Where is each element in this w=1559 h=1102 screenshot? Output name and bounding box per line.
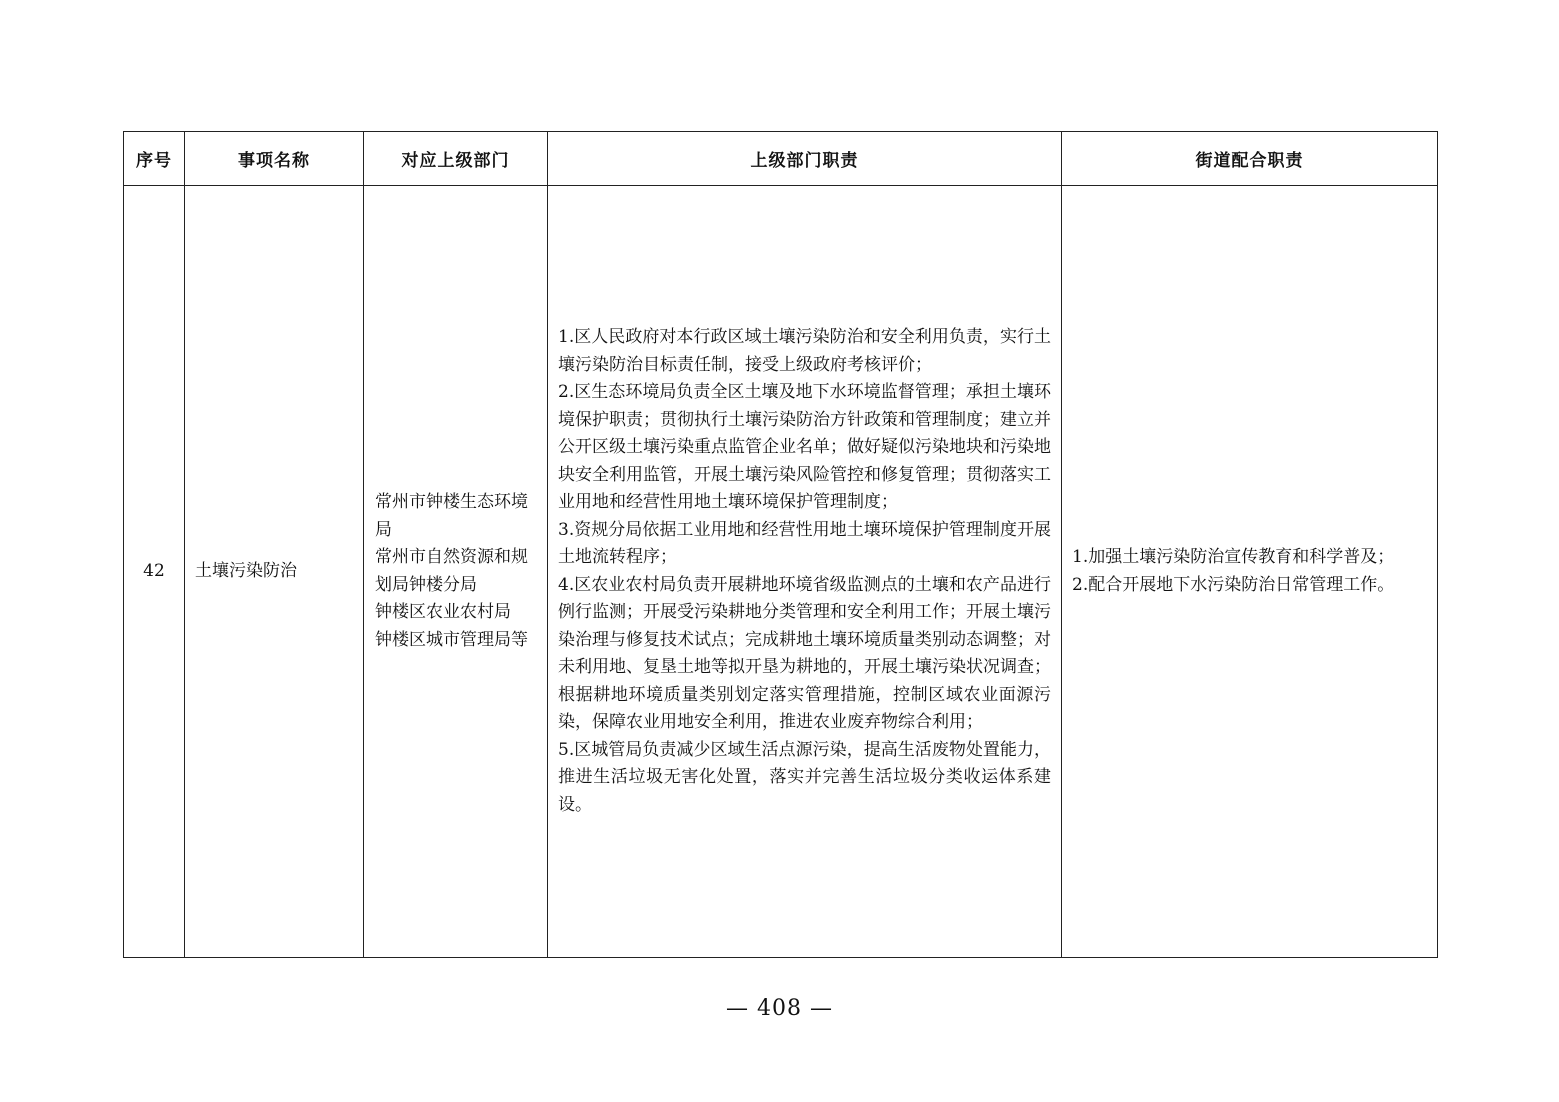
duty-item: 4.区农业农村局负责开展耕地环境省级监测点的土壤和农产品进行例行监测；开展受污染耕地分类管理和安全利用工作；开展土壤污染治理与修复技术试点；完成耕地土壤环境质量类别动态调整；对未利用地、复垦土地等拟开垦为耕地的，开展土壤污染状况调查；根据耕地环境质量类别划定落实管理措施，控制区域农业面源污染，保障农业用地安全利用，推进农业废弃物综合利用；	[558, 574, 1051, 732]
header-serial-number: 序号	[124, 132, 185, 186]
row-serial-number: 42	[124, 186, 185, 958]
duty-item: 3.资规分局依据工业用地和经营性用地土壤环境保护管理制度开展土地流转程序；	[558, 519, 1051, 567]
row-department-cell	[364, 186, 548, 958]
header-superior-duties: 上级部门职责	[548, 132, 1062, 186]
department-line: 钟楼区农业农村局	[375, 602, 511, 622]
table-row	[124, 186, 1438, 958]
table-header-row	[124, 132, 1438, 186]
duty-item: 2.区生态环境局负责全区土壤及地下水环境监督管理；承担土壤环境保护职责；贯彻执行土壤污染防治方针政策和管理制度；建立并公开区级土壤污染重点监管企业名单；做好疑似污染地块和污染地块安全利用监管，开展土壤污染风险管控和修复管理；贯彻落实工业用地和经营性用地土壤环境保护管理制度；	[558, 382, 1051, 512]
department-line: 常州市自然资源和规划局钟楼分局	[375, 547, 528, 595]
duty-item: 5.区城管局负责减少区域生活点源污染，提高生活废物处置能力，推进生活垃圾无害化处置，落实并完善生活垃圾分类收运体系建设。	[558, 739, 1051, 815]
row-street-duties-cell	[1062, 186, 1438, 958]
street-duty-item: 1.加强土壤污染防治宣传教育和科学普及；	[1072, 547, 1395, 567]
department-line: 常州市钟楼生态环境局	[375, 492, 528, 540]
row-item-name: 土壤污染防治	[185, 186, 364, 958]
duty-table	[123, 131, 1438, 958]
street-duty-item: 2.配合开展地下水污染防治日常管理工作。	[1072, 574, 1395, 595]
row-duties-cell	[548, 186, 1062, 958]
header-street-duties: 街道配合职责	[1062, 132, 1438, 186]
header-item-name: 事项名称	[185, 132, 364, 186]
department-line: 钟楼区城市管理局等	[375, 629, 528, 650]
header-superior-department: 对应上级部门	[364, 132, 548, 186]
duty-item: 1.区人民政府对本行政区域土壤污染防治和安全利用负责，实行土壤污染防治目标责任制，接受上级政府考核评价；	[558, 327, 1051, 375]
page-number: — 408 —	[726, 996, 833, 1021]
